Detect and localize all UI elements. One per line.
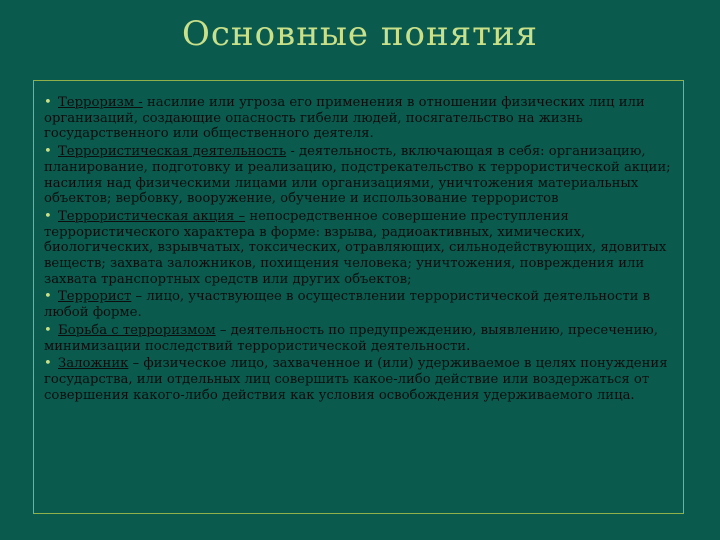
- term-counter-terrorism: Борьба с терроризмом: [58, 322, 216, 338]
- definition-terrorism: насилие или угроза его применения в отношении физических лиц или организаций, создающие опасность гибели людей, посягательство на жизнь государственного или общественного деятеля.: [44, 95, 645, 142]
- slide-title: Основные понятия: [182, 14, 538, 54]
- definition-terrorist: – лицо, участвующее в осуществлении террористической деятельности в любой форме.: [44, 289, 651, 321]
- term-hostage: Заложник: [58, 356, 129, 372]
- definition-terrorist-activity: - деятельность, включающая в себя: организацию, планирование, подготовку и реализацию, подстрекательство к террористической акции; насилия над физическими лицами или организациями, уничтожения материальных объектов; вербовку, вооружение, обучение и использование террористов: [44, 144, 671, 207]
- term-terrorist-act: Террористическая акция –: [58, 208, 246, 224]
- term-terrorist: Террорист: [58, 289, 132, 305]
- definition-item-hostage: [44, 356, 673, 403]
- term-terrorist-activity: Террористическая деятельность: [58, 144, 287, 160]
- definition-item-counter-terrorism: [44, 323, 673, 354]
- definition-hostage: – физическое лицо, захваченное и (или) удерживаемое в целях понуждения государства, или отдельных лиц совершить какое-либо действие или воздержаться от совершения какого-либо действия как условия освобождения удерживаемого лица.: [44, 356, 668, 403]
- definition-item-terrorist-activity: [44, 144, 673, 207]
- definition-item-terrorism: [44, 95, 673, 142]
- definition-item-terrorist-act: [44, 209, 673, 288]
- definition-terrorist-act: непосредственное совершение преступления террористического характера в форме: взрыва, радиоактивных, химических, биологических, взрывчатых, токсических, отравляющих, сильнодействующих, ядовитых веществ; захвата заложников, похищения человека; уничтожения, повреждения или захвата транспортных средств или других объектов;: [44, 208, 667, 287]
- definitions-box: [33, 80, 684, 514]
- definitions-list: [44, 95, 673, 403]
- definition-counter-terrorism: – деятельность по предупреждению, выявлению, пресечению, минимизации последствий террористической деятельности.: [44, 322, 658, 354]
- definition-item-terrorist: [44, 289, 673, 320]
- term-terrorism: Терроризм -: [58, 95, 143, 110]
- bullet-icon: •: [44, 208, 52, 224]
- bullet-icon: •: [44, 95, 52, 110]
- bullet-icon: •: [44, 144, 52, 160]
- bullet-icon: •: [44, 322, 52, 338]
- bullet-icon: •: [44, 356, 52, 372]
- bullet-icon: •: [44, 289, 52, 305]
